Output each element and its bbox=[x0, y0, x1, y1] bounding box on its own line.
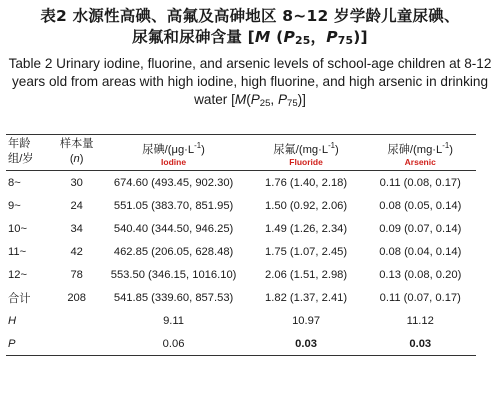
header-iodine-sup: -1 bbox=[194, 140, 202, 150]
table-row bbox=[6, 194, 476, 217]
header-fluoride-close: ) bbox=[335, 143, 339, 156]
chinese-title-close: )] bbox=[353, 28, 368, 46]
cell-iodine: 540.40 (344.50, 946.25) bbox=[113, 222, 234, 235]
cell-n: 30 bbox=[70, 176, 83, 189]
cell-age: 8~ bbox=[8, 176, 21, 189]
cell-n: 208 bbox=[67, 291, 86, 304]
table-row-p-value bbox=[6, 332, 476, 356]
cell-iodine: 541.85 (339.60, 857.53) bbox=[113, 291, 234, 304]
table-body bbox=[6, 171, 476, 356]
table-row bbox=[6, 240, 476, 263]
header-arsenic bbox=[365, 135, 476, 171]
chinese-title-p25: P bbox=[283, 28, 295, 46]
chinese-title-p75: P bbox=[326, 28, 338, 46]
cell-h-arsenic: 11.12 bbox=[406, 314, 434, 327]
header-sample-size bbox=[54, 135, 100, 171]
cell-h-iodine: 9.11 bbox=[163, 314, 185, 327]
header-fluoride-en: Fluoride bbox=[289, 156, 323, 167]
cell-iodine: 553.50 (346.15, 1016.10) bbox=[110, 268, 237, 281]
cell-n: 42 bbox=[70, 245, 83, 258]
cell-fluoride: 1.76 (1.40, 2.18) bbox=[265, 176, 348, 189]
header-fluoride-sup: -1 bbox=[328, 140, 336, 150]
cell-arsenic: 0.11 (0.08, 0.17) bbox=[379, 176, 461, 189]
cell-h-fluoride: 10.97 bbox=[292, 314, 321, 327]
english-title-text: Table 2 Urinary iodine, fluorine, and arsenic levels of school-age children at 8-12 years old from areas with high iodine, high fluorine, and high arsenic in drinking water [ bbox=[8, 56, 492, 107]
cell-n: 34 bbox=[70, 222, 83, 235]
header-arsenic-en: Arsenic bbox=[404, 156, 436, 167]
header-iodine-close: ) bbox=[201, 143, 205, 156]
cell-fluoride: 1.82 (1.37, 2.41) bbox=[265, 291, 348, 304]
cell-fluoride: 2.06 (1.51, 2.98) bbox=[265, 268, 348, 281]
table-row bbox=[6, 263, 476, 286]
cell-p-fluoride: 0.03 bbox=[295, 337, 317, 350]
english-title-m: M bbox=[234, 92, 247, 107]
cell-iodine: 462.85 (206.05, 628.48) bbox=[113, 245, 234, 258]
english-title-p25: P bbox=[250, 92, 260, 107]
cell-empty bbox=[54, 309, 100, 332]
header-age-line1: 年龄 bbox=[8, 138, 31, 150]
header-arsenic-cn: 尿砷/(mg·L bbox=[387, 143, 443, 156]
chinese-title-m: M bbox=[254, 28, 271, 46]
english-title-close: )] bbox=[297, 92, 306, 107]
header-age-group bbox=[6, 135, 54, 171]
cell-arsenic: 0.13 (0.08, 0.20) bbox=[379, 268, 462, 281]
header-fluoride bbox=[248, 135, 365, 171]
chinese-title-line1: 表2 水源性高碘、高氟及高砷地区 8~12 岁学龄儿童尿碘、 bbox=[40, 7, 460, 25]
english-title bbox=[0, 55, 500, 113]
cell-age: 11~ bbox=[8, 245, 27, 258]
cell-fluoride: 1.50 (0.92, 2.06) bbox=[265, 199, 348, 212]
header-iodine bbox=[100, 135, 248, 171]
chinese-title-p25-sub: 25 bbox=[295, 34, 311, 47]
table-caption bbox=[0, 0, 500, 113]
header-fluoride-cn: 尿氟/(mg·L bbox=[273, 143, 329, 156]
header-n-line1: 样本量 bbox=[59, 138, 94, 150]
english-title-comma: , bbox=[270, 92, 278, 107]
header-age-line2: 组/岁 bbox=[8, 153, 34, 165]
chinese-title-comma: ， bbox=[310, 28, 327, 46]
cell-p-iodine: 0.06 bbox=[162, 337, 185, 350]
cell-n: 24 bbox=[70, 199, 83, 212]
cell-arsenic: 0.08 (0.04, 0.14) bbox=[379, 245, 462, 258]
header-row bbox=[6, 135, 476, 171]
english-title-p75-sub: 75 bbox=[287, 98, 298, 109]
cell-iodine: 674.60 (493.45, 902.30) bbox=[113, 176, 234, 189]
cell-age: 12~ bbox=[8, 268, 27, 281]
table-header bbox=[6, 135, 476, 171]
cell-age: 10~ bbox=[8, 222, 27, 235]
english-title-open: ( bbox=[246, 92, 251, 107]
chinese-title-p75-sub: 75 bbox=[337, 34, 354, 47]
header-arsenic-close: ) bbox=[449, 143, 453, 156]
table-row bbox=[6, 171, 476, 195]
header-arsenic-sup: -1 bbox=[442, 140, 450, 150]
header-n-close: ) bbox=[79, 153, 84, 165]
chinese-title-line2: 尿氟和尿砷含量 [ bbox=[132, 28, 255, 46]
cell-arsenic: 0.08 (0.05, 0.14) bbox=[379, 199, 462, 212]
cell-h-label: H bbox=[8, 314, 17, 327]
header-n-open: ( bbox=[69, 153, 74, 165]
header-iodine-cn: 尿碘/(μg·L bbox=[142, 143, 195, 156]
table-row-total bbox=[6, 286, 476, 309]
cell-arsenic: 0.11 (0.07, 0.17) bbox=[379, 291, 461, 304]
cell-n: 78 bbox=[70, 268, 83, 281]
english-title-p75: P bbox=[277, 92, 288, 107]
cell-age: 9~ bbox=[8, 199, 21, 212]
table-row bbox=[6, 217, 476, 240]
cell-arsenic: 0.09 (0.07, 0.14) bbox=[379, 222, 462, 235]
english-title-p25-sub: 25 bbox=[259, 98, 271, 109]
cell-p-arsenic: 0.03 bbox=[409, 337, 432, 350]
header-iodine-en: Iodine bbox=[161, 156, 187, 167]
table-row-h-statistic bbox=[6, 309, 476, 332]
chinese-title bbox=[0, 0, 500, 51]
cell-iodine: 551.05 (383.70, 851.95) bbox=[113, 199, 234, 212]
chinese-title-open: ( bbox=[270, 28, 284, 46]
data-table bbox=[6, 134, 476, 356]
header-n-var: n bbox=[73, 153, 80, 165]
cell-fluoride: 1.49 (1.26, 2.34) bbox=[265, 222, 348, 235]
cell-empty bbox=[54, 332, 100, 356]
cell-p-label: P bbox=[8, 337, 16, 350]
cell-fluoride: 1.75 (1.07, 2.45) bbox=[265, 245, 348, 258]
cell-age: 合计 bbox=[8, 292, 31, 305]
